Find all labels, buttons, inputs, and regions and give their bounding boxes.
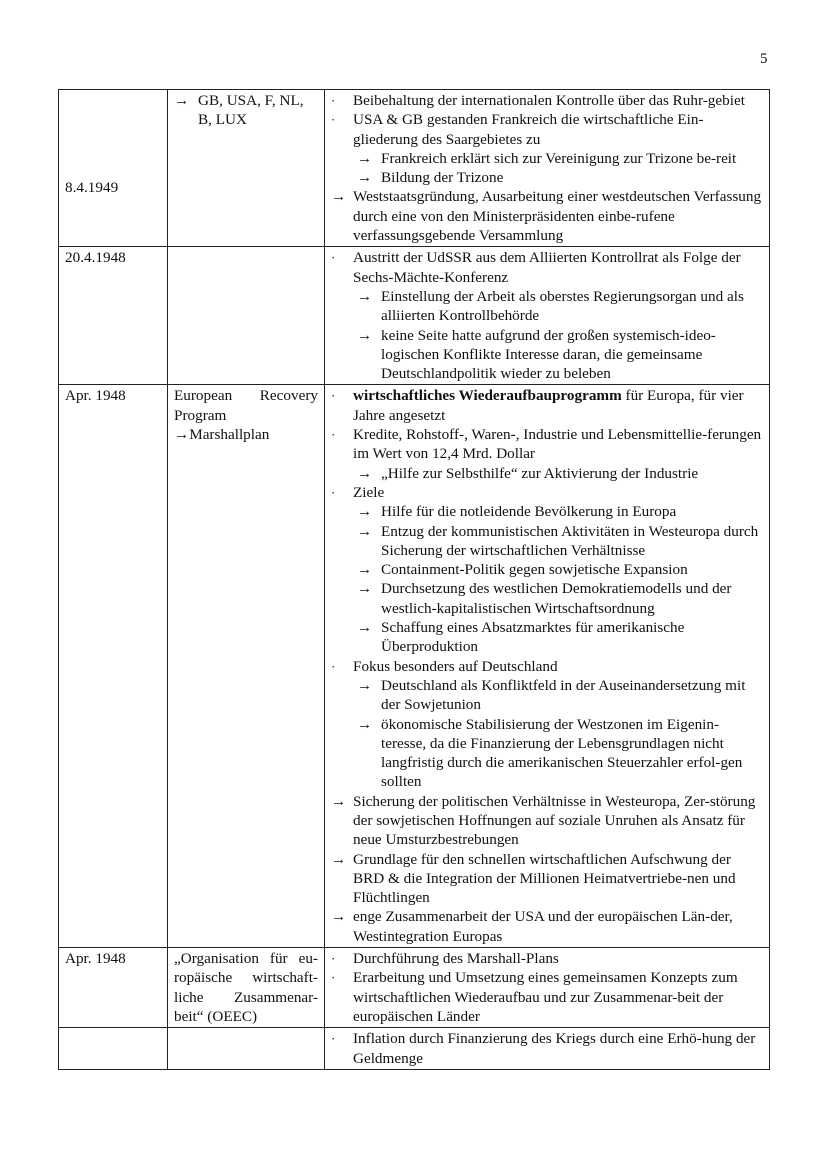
bullet-icon: · (331, 250, 336, 266)
bold-term: wirtschaftliches Wiederaufbauprogramm (353, 387, 622, 405)
arrow-icon: → (357, 326, 373, 344)
date-text: 20.4.1948 (65, 249, 126, 267)
topic-cell (168, 1028, 325, 1070)
list-item: · Beibehaltung der internationalen Kontrolle über das Ruhr-gebiet (331, 92, 745, 109)
list-item: → Bildung der Trizone (357, 169, 504, 187)
content-cell (325, 385, 770, 948)
arrow-icon: → (174, 426, 190, 444)
date-text: 8.4.1949 (65, 179, 119, 197)
list-item: → Weststaatsgründung, Ausarbeitung einer westdeutschen Verfassung durch eine von den Ministerpräsidenten einbe-rufene verfassungsgebende Versammlung (331, 188, 762, 245)
topic-text: European Recovery Program (174, 387, 318, 424)
arrow-icon: → (331, 908, 347, 926)
list-item: · Erarbeitung und Umsetzung eines gemeinsamen Konzepts zum wirtschaftlichen Wiederaufbau und zur Zusammenar-beit der europäischen Länder (331, 969, 738, 1025)
arrow-icon: → (357, 503, 373, 521)
bullet-icon: · (331, 93, 336, 108)
list-item: → Entzug der kommunistischen Aktivitäten in Westeuropa durch Sicherung der wirtschaftlichen Verhältnisse (357, 522, 759, 559)
content-cell (325, 247, 770, 385)
arrow-icon: → (331, 792, 347, 810)
list-item: · Ziele (331, 483, 385, 501)
arrow-icon: → (357, 580, 373, 598)
topic-cell (168, 948, 325, 1028)
table-row (59, 385, 770, 948)
table-row (59, 948, 770, 1028)
page-number: 5 (760, 51, 768, 67)
list-item: → Hilfe für die notleidende Bevölkerung in Europa (357, 503, 677, 521)
date-cell (59, 247, 168, 385)
date-text: Apr. 1948 (65, 387, 126, 405)
history-table (58, 89, 770, 1070)
list-item: → Durchsetzung des westlichen Demokratiemodells und der westlich-kapitalistischen Wirtschaftsordnung (357, 580, 732, 617)
arrow-icon: → (357, 169, 373, 187)
arrow-icon: → (331, 850, 347, 868)
list-item: → Deutschland als Konfliktfeld in der Auseinandersetzung mit der Sowjetunion (357, 676, 746, 714)
arrow-icon: → (357, 464, 373, 482)
date-cell (59, 948, 168, 1028)
bullet-icon: · (331, 112, 336, 128)
list-item: · Kredite, Rohstoff-, Waren-, Industrie und Lebensmittellie-ferungen im Wert von 12,4 Mrd. Dollar (331, 426, 762, 463)
bullet-icon: · (331, 484, 336, 500)
topic-text: „Organisation für eu-ropäische wirtschaft-liche Zusammenar-beit“ (OEEC) (174, 950, 318, 1025)
list-item: · USA & GB gestanden Frankreich die wirtschaftliche Ein-gliederung des Saargebietes zu (331, 111, 704, 148)
arrow-icon: → (357, 715, 373, 733)
content-cell (325, 1028, 770, 1070)
content-cell (325, 90, 770, 247)
date-cell (59, 1028, 168, 1070)
arrow-icon: → (357, 522, 373, 540)
bullet-icon: · (331, 970, 336, 986)
table-row (59, 90, 770, 247)
content-cell (325, 948, 770, 1028)
topic-subtext: Marshallplan (189, 426, 270, 444)
list-item: → Containment-Politik gegen sowjetische Expansion (357, 561, 688, 579)
list-item: → Schaffung eines Absatzmarktes für amerikanische Überproduktion (357, 619, 685, 656)
arrow-icon: → (357, 287, 373, 305)
bullet-icon: · (331, 427, 336, 443)
list-item: → „Hilfe zur Selbsthilfe“ zur Aktivierung der Industrie (357, 464, 699, 482)
list-item: · Durchführung des Marshall-Plans (331, 950, 559, 968)
list-item: · Austritt der UdSSR aus dem Alliierten Kontrollrat als Folge der Sechs-Mächte-Konferenz (331, 249, 741, 286)
list-item: → Frankreich erklärt sich zur Vereinigung zur Trizone be-reit (357, 149, 737, 167)
list-item: · Fokus besonders auf Deutschland (331, 657, 558, 675)
arrow-icon: → (174, 92, 190, 109)
bullet-icon: · (331, 388, 336, 404)
date-cell (59, 385, 168, 948)
bullet-icon: · (331, 951, 336, 967)
topic-cell (168, 90, 325, 247)
list-item: → enge Zusammenarbeit der USA und der europäischen Län-der, Westintegration Europas (331, 908, 733, 945)
list-item: → Sicherung der politischen Verhältnisse in Westeuropa, Zer-störung der sowjetischen Hoffnungen auf soziale Unruhen als Ansatz für neue Umsturzbestrebungen (331, 792, 756, 849)
arrow-icon: → (357, 619, 373, 637)
topic-cell (168, 247, 325, 385)
list-item: → Einstellung der Arbeit als oberstes Regierungsorgan und als alliierten Kontrollbehörde (357, 287, 744, 325)
table-row (59, 1028, 770, 1070)
bullet-icon: · (331, 658, 336, 674)
arrow-icon: → (357, 561, 373, 579)
arrow-icon: → (357, 149, 373, 167)
list-item: → ökonomische Stabilisierung der Westzonen im Eigenin-teresse, da die Finanzierung der Lebensgrundlagen nicht langfristig durch die amerikanischen Steuerzahler erfol-gen sollten (357, 715, 743, 791)
list-item: → Grundlage für den schnellen wirtschaftlichen Aufschwung der BRD & die Integration der Millionen Heimatvertriebe-nen und Flüchtlingen (331, 850, 736, 907)
bullet-icon: · (331, 1031, 336, 1047)
table-row (59, 247, 770, 385)
arrow-icon: → (331, 188, 347, 206)
topic-text: GB, USA, F, NL, B, LUX (198, 92, 304, 129)
list-item: · wirtschaftliches Wiederaufbauprogramm für Europa, für vier Jahre angesetzt (331, 387, 744, 424)
list-item: → keine Seite hatte aufgrund der großen systemisch-ideo-logischen Konflikte Interesse daran, die gemeinsame Deutschlandpolitik wieder zu beleben (357, 326, 716, 383)
list-item: · Inflation durch Finanzierung des Kriegs durch eine Erhö-hung der Geldmenge (331, 1030, 756, 1067)
date-text: Apr. 1948 (65, 950, 126, 968)
topic-cell (168, 385, 325, 948)
date-cell (59, 90, 168, 247)
arrow-icon: → (357, 676, 373, 694)
